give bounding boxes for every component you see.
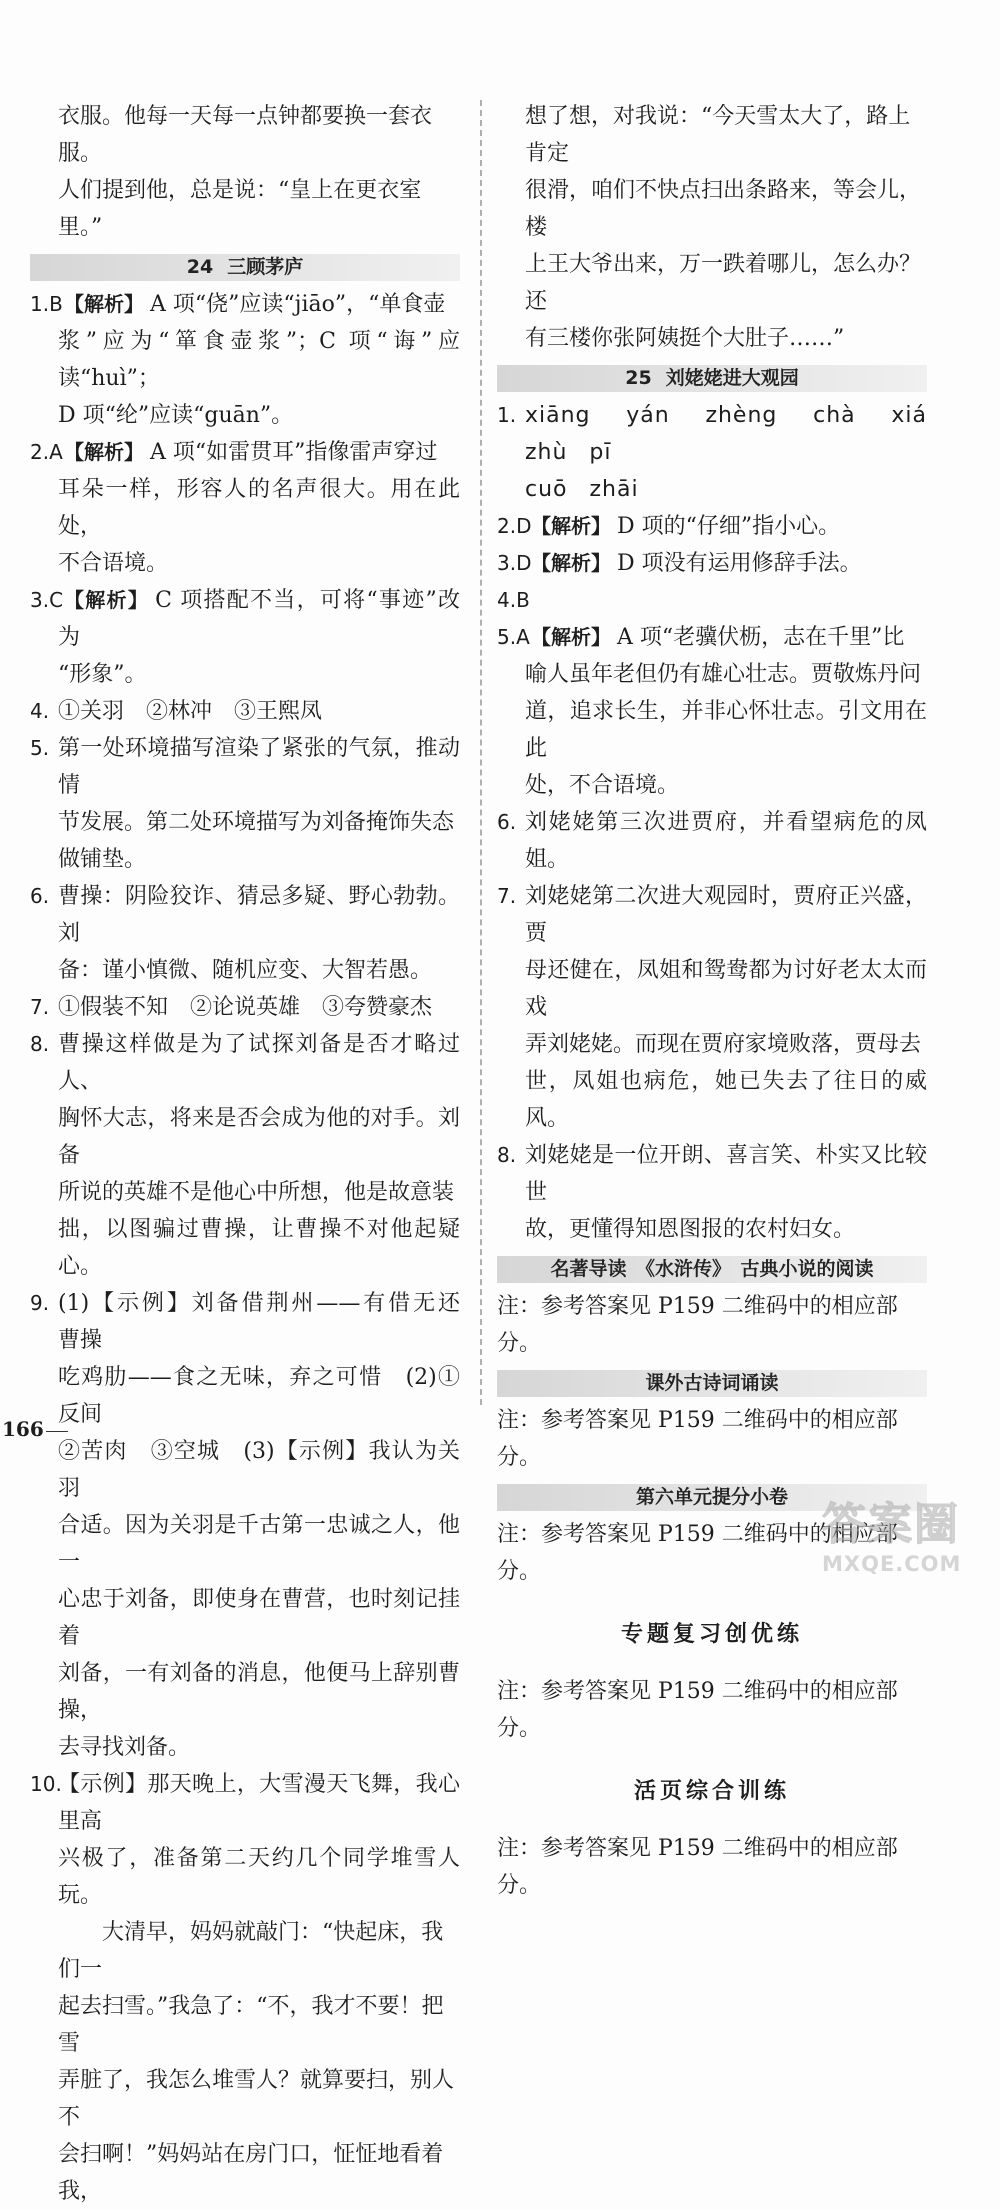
analysis-tag: 【解析】 xyxy=(531,514,611,538)
item-text: 曹操这样做是为了试探刘备是否才略过人、 xyxy=(58,1032,460,1094)
reference-note: 注：参考答案见 P159 二维码中的相应部分。 xyxy=(497,1679,898,1741)
item-number: 6. xyxy=(497,810,517,834)
item-text: 刘姥姥是一位开朗、喜言笑、朴实又比较世 xyxy=(525,1143,927,1205)
item-text: D 项“纶”应读“guān”。 xyxy=(58,403,294,428)
answer-item-10 xyxy=(30,1766,460,1914)
item-text: 刘姥姥第三次进贾府，并看望病危的凤姐。 xyxy=(525,810,927,872)
item-number: 1. xyxy=(497,403,517,427)
section-title: 刘姥姥进大观园 xyxy=(665,367,799,389)
paragraph-line: 大清早，妈妈就敲门：“快起床，我们一 xyxy=(58,1920,444,1982)
section-header-25 xyxy=(497,365,927,392)
item-text: 刘备，一有刘备的消息，他便马上辞别曹操， xyxy=(58,1661,460,1723)
answer-item-6 xyxy=(30,878,460,989)
item-text: 弄刘姥姥。而现在贾府家境败落，贾母去 xyxy=(525,1032,922,1057)
intro-line: 衣服。他每一天每一点钟都要换一套衣服。 xyxy=(58,104,433,166)
item-text: 胸怀大志，将来是否会成为他的对手。刘备 xyxy=(58,1106,460,1168)
page-number-dash xyxy=(46,1431,68,1432)
item-text: 故，更懂得知恩图报的农村妇女。 xyxy=(525,1217,856,1242)
answer-item-6 xyxy=(497,804,927,878)
answer-item-7 xyxy=(497,878,927,1137)
item-number: 7. xyxy=(30,995,50,1019)
item-text: 不合语境。 xyxy=(58,551,169,576)
item-text: ①假装不知 ②论说英雄 ③夸赞豪杰 xyxy=(58,995,433,1020)
answer-item-2 xyxy=(497,508,927,545)
watermark-text: 答案圈 xyxy=(822,1499,960,1550)
answer-item-4 xyxy=(30,693,460,730)
section-number: 24 xyxy=(186,256,214,278)
intro-line: 人们提到他，总是说：“皇上在更衣室里。” xyxy=(58,178,422,240)
analysis-tag: 【解析】 xyxy=(64,440,144,464)
item-number: 4.B xyxy=(497,588,530,612)
item-text: 曹操：阴险狡诈、猜忌多疑、野心勃勃。刘 xyxy=(58,884,460,946)
item-text: 耳朵一样，形容人的名声很大。用在此处， xyxy=(58,477,460,539)
item-text: 所说的英雄不是他心中所想，他是故意装 xyxy=(58,1180,455,1205)
title-loose-leaf-training: 活页综合训练 xyxy=(633,1779,790,1804)
item-number: 2.A xyxy=(30,440,63,464)
essay-paragraph xyxy=(30,1914,460,1988)
item-text: (1)【示例】刘备借荆州——有借无还 曹操 xyxy=(58,1291,483,1353)
reference-note: 注：参考答案见 P159 二维码中的相应部分。 xyxy=(497,1408,898,1470)
paragraph-line: 起去扫雪。”我急了：“不，我才不要！把雪 xyxy=(58,1994,444,2056)
item-text: A 项“如雷贯耳”指像雷声穿过 xyxy=(150,440,438,465)
intro-line: 想了想，对我说：“今天雪太大了，路上肯定 xyxy=(525,104,911,166)
watermark-logo xyxy=(822,1488,972,1588)
reference-note: 注：参考答案见 P159 二维码中的相应部分。 xyxy=(497,1522,898,1584)
section-number: 25 xyxy=(625,367,652,389)
essay-paragraph-cont xyxy=(30,1988,460,2210)
item-number: 9. xyxy=(30,1291,50,1315)
item-number: 3.C xyxy=(30,588,64,612)
answer-item-2 xyxy=(30,434,460,582)
intro-line: 上王大爷出来，万一跌着哪儿，怎么办？还 xyxy=(525,252,922,314)
item-text: D 项没有运用修辞手法。 xyxy=(617,551,862,576)
item-text: A 项“老骥伏枥，志在千里”比 xyxy=(617,625,905,650)
answer-item-1 xyxy=(30,286,460,434)
intro-line: 很滑，咱们不快点扫出条路来，等会儿，楼 xyxy=(525,178,922,240)
item-number: 7. xyxy=(497,884,517,908)
item-text: 母还健在，凤姐和鸳鸯都为讨好老太太而戏 xyxy=(525,958,927,1020)
answer-item-1 xyxy=(497,397,927,508)
paragraph-line: 会扫啊！”妈妈站在房门口，怔怔地看着我， xyxy=(58,2142,444,2204)
answer-item-5 xyxy=(30,730,460,878)
item-text: “形象”。 xyxy=(58,662,147,687)
watermark-url: MXQE.COM xyxy=(822,1552,962,1576)
answer-item-7 xyxy=(30,989,460,1026)
item-number: 6. xyxy=(30,884,50,908)
item-text: 道，追求长生，并非心怀壮志。引文用在此 xyxy=(525,699,927,761)
answer-item-8 xyxy=(30,1026,460,1285)
section-title: 三顾茅庐 xyxy=(227,256,304,278)
paragraph-line: 弄脏了，我怎么堆雪人？就算要扫，别人不 xyxy=(58,2068,455,2130)
item-text: A 项“侥”应读“jiāo”，“单食壶 xyxy=(150,292,446,317)
answer-item-5 xyxy=(497,619,927,804)
item-number: 3.D xyxy=(497,551,532,575)
item-number: 2.D xyxy=(497,514,532,538)
answer-item-4 xyxy=(497,582,927,619)
section-header-24 xyxy=(30,254,460,281)
item-number: 8. xyxy=(497,1143,517,1167)
item-text: 处，不合语境。 xyxy=(525,773,680,798)
item-text: D 项的“仔细”指小心。 xyxy=(617,514,841,539)
item-text: 心忠于刘备，即使身在曹营，也时刻记挂着 xyxy=(58,1587,460,1649)
section-header-unit6-quiz: 第六单元提分小卷 xyxy=(497,1484,927,1511)
item-text: 第一处环境描写渲染了紧张的气氛，推动情 xyxy=(58,736,460,798)
answer-item-9 xyxy=(30,1285,483,1766)
item-text: 兴极了，准备第二天约几个同学堆雪人玩。 xyxy=(58,1846,460,1908)
item-number: 5.A xyxy=(497,625,530,649)
intro-line: 有三楼你张阿姨挺个大肚子……” xyxy=(525,326,845,351)
item-text: 浆”应为“箪食壶浆”；C 项“诲”应读“huì”； xyxy=(58,329,460,391)
pinyin-line: cuō zhāi xyxy=(525,477,639,502)
item-text: 喻人虽年老但仍有雄心壮志。贾敬炼丹问 xyxy=(525,662,922,687)
reference-note: 注：参考答案见 P159 二维码中的相应部分。 xyxy=(497,1836,898,1898)
item-text: 做铺垫。 xyxy=(58,847,147,872)
item-text: 合适。因为关羽是千古第一忠诚之人，他一 xyxy=(58,1513,460,1575)
item-number: 5. xyxy=(30,736,50,760)
analysis-tag: 【解析】 xyxy=(64,588,150,612)
item-number: 4. xyxy=(30,699,50,723)
item-number: 10. xyxy=(30,1772,62,1796)
item-text: C 项搭配不当，可将“事迹”改为 xyxy=(58,588,461,650)
item-text: ①关羽 ②林冲 ③王熙凤 xyxy=(58,699,323,724)
column-divider xyxy=(480,100,482,1405)
item-text: 吃鸡肋——食之无味，弃之可惜 (2)①反间 xyxy=(58,1365,460,1427)
item-text: ②苦肉 ③空城 (3)【示例】我认为关羽 xyxy=(58,1439,460,1501)
item-text: 刘姥姥第二次进大观园时，贾府正兴盛，贾 xyxy=(525,884,927,946)
left-column xyxy=(30,98,483,2210)
item-number: 1.B xyxy=(30,292,63,316)
item-text: 节发展。第二处环境描写为刘备掩饰失态 xyxy=(58,810,455,835)
answer-item-8 xyxy=(497,1137,927,1248)
title-topic-review: 专题复习创优练 xyxy=(620,1622,803,1647)
item-text: 备：谨小慎微、随机应变、大智若愚。 xyxy=(58,958,433,983)
pinyin-line: xiāng yán zhèng chà xiá zhù pī xyxy=(525,403,927,465)
analysis-tag: 【解析】 xyxy=(64,292,144,316)
answer-item-3 xyxy=(30,582,460,693)
section-header-classic-reading: 名著导读 《水浒传》 古典小说的阅读 xyxy=(497,1256,927,1283)
right-column xyxy=(497,98,927,1904)
item-text: 拙，以图骗过曹操，让曹操不对他起疑心。 xyxy=(58,1217,460,1279)
item-text: 去寻找刘备。 xyxy=(58,1735,191,1760)
item-number: 8. xyxy=(30,1032,50,1056)
item-text: 世，凤姐也病危，她已失去了往日的威风。 xyxy=(525,1069,927,1131)
reference-note: 注：参考答案见 P159 二维码中的相应部分。 xyxy=(497,1294,898,1356)
page-number: 166 xyxy=(2,1417,44,1441)
analysis-tag: 【解析】 xyxy=(531,625,611,649)
item-text: 【示例】那天晚上，大雪漫天飞舞，我心里高 xyxy=(58,1772,460,1834)
section-header-ancient-poems: 课外古诗词诵读 xyxy=(497,1370,927,1397)
analysis-tag: 【解析】 xyxy=(531,551,611,575)
answer-item-3 xyxy=(497,545,927,582)
